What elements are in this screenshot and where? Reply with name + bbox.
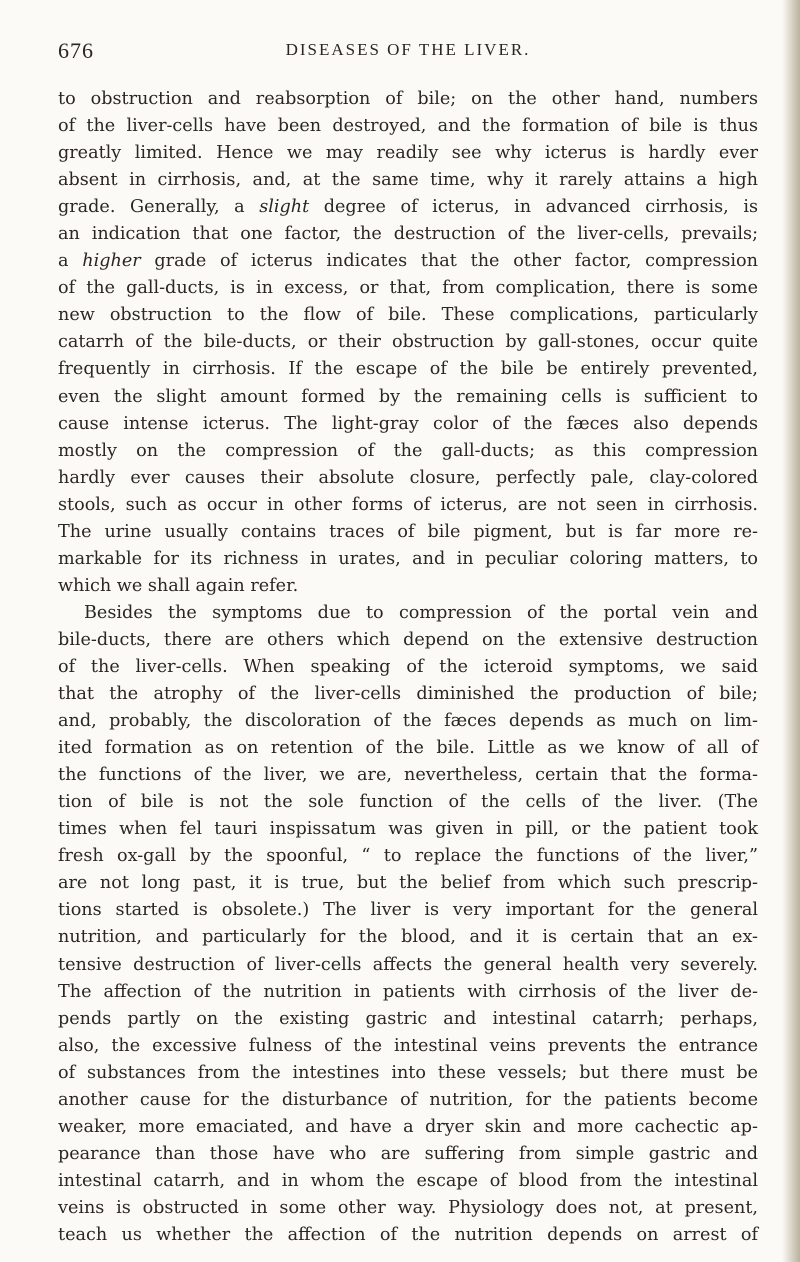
text-line: tensive destruction of liver-cells affects the general health very severely. <box>58 954 758 975</box>
text-line: The affection of the nutrition in patients with cirrhosis of the liver de- <box>58 981 758 1002</box>
text-line: intestinal catarrh, and in whom the escape of blood from the intestinal <box>58 1170 758 1191</box>
text-line: of the liver-cells. When speaking of the icteroid symptoms, we said <box>58 656 758 677</box>
text-line: times when fel tauri inspissatum was given in pill, or the patient took <box>58 819 758 840</box>
text-line: ited formation as on retention of the bile. Little as we know of all of <box>58 738 758 759</box>
page-number: 676 <box>58 38 94 63</box>
running-title: DISEASES OF THE LIVER. <box>285 40 531 59</box>
text-line: greatly limited. Hence we may readily see why icterus is hardly ever <box>58 143 758 164</box>
body-text <box>58 86 758 1249</box>
text-line: veins is obstructed in some other way. Physiology does not, at present, <box>58 1197 758 1218</box>
text-line: of the liver-cells have been destroyed, and the formation of bile is thus <box>58 116 758 137</box>
text-line: weaker, more emaciated, and have a dryer skin and more cachectic ap- <box>58 1116 758 1137</box>
text-line: mostly on the compression of the gall-ducts; as this compression <box>58 440 758 461</box>
text-line: hardly ever causes their absolute closure, perfectly pale, clay-colored <box>58 467 758 488</box>
text-line: are not long past, it is true, but the belief from which such prescrip- <box>58 873 758 894</box>
text-line: cause intense icterus. The light-gray color of the fæces also depends <box>58 413 758 434</box>
text-line: that the atrophy of the liver-cells diminished the production of bile; <box>58 684 758 705</box>
text-line: another cause for the disturbance of nutrition, for the patients become <box>58 1089 758 1110</box>
page-edge-shadow <box>782 0 800 1262</box>
text-line: of the gall-ducts, is in excess, or that, from complication, there is some <box>58 278 758 299</box>
text-line: also, the excessive fulness of the intestinal veins prevents the entrance <box>58 1035 758 1056</box>
text-line: stools, such as occur in other forms of icterus, are not seen in cirrhosis. <box>58 494 758 515</box>
text-line: catarrh of the bile-ducts, or their obstruction by gall-stones, occur quite <box>58 332 758 353</box>
text-line: markable for its richness in urates, and in peculiar coloring matters, to <box>58 548 758 569</box>
text-line: an indication that one factor, the destruction of the liver-cells, prevails; <box>58 224 758 245</box>
text-line: teach us whether the affection of the nutrition depends on arrest of <box>58 1224 758 1245</box>
text-line: even the slight amount formed by the remaining cells is sufficient to <box>58 386 758 407</box>
text-line: Besides the symptoms due to compression of the portal vein and <box>84 602 758 623</box>
text-line: tion of bile is not the sole function of the cells of the liver. (The <box>58 792 758 813</box>
text-line: pearance than those have who are suffering from simple gastric and <box>58 1143 758 1164</box>
text-line: absent in cirrhosis, and, at the same time, why it rarely attains a high <box>58 170 758 191</box>
emphasized-word: slight <box>259 197 310 218</box>
text-line: frequently in cirrhosis. If the escape of the bile be entirely prevented, <box>58 359 758 380</box>
text-line: new obstruction to the flow of bile. These complications, particularly <box>58 305 758 326</box>
text-line: a higher grade of icterus indicates that the other factor, compression <box>58 251 758 272</box>
text-line: the functions of the liver, we are, nevertheless, certain that the forma- <box>58 765 758 786</box>
text-line: to obstruction and reabsorption of bile; on the other hand, numbers <box>58 89 758 109</box>
page-header <box>58 38 758 68</box>
text-line: and, probably, the discoloration of the fæces depends as much on lim- <box>58 711 758 732</box>
text-line: of substances from the intestines into these vessels; but there must be <box>58 1062 758 1083</box>
emphasized-word: higher <box>82 251 141 272</box>
text-line: grade. Generally, a slight degree of icterus, in advanced cirrhosis, is <box>58 197 758 218</box>
text-line: nutrition, and particularly for the blood, and it is certain that an ex- <box>58 927 758 948</box>
text-line: which we shall again refer. <box>58 575 299 596</box>
text-line: The urine usually contains traces of bile pigment, but is far more re- <box>58 521 758 542</box>
text-line: bile-ducts, there are others which depend on the extensive destruction <box>58 629 758 650</box>
text-line: tions started is obsolete.) The liver is very important for the general <box>58 900 758 921</box>
text-line: fresh ox-gall by the spoonful, “ to replace the functions of the liver,” <box>58 846 758 867</box>
text-line: pends partly on the existing gastric and intestinal catarrh; perhaps, <box>58 1008 758 1029</box>
